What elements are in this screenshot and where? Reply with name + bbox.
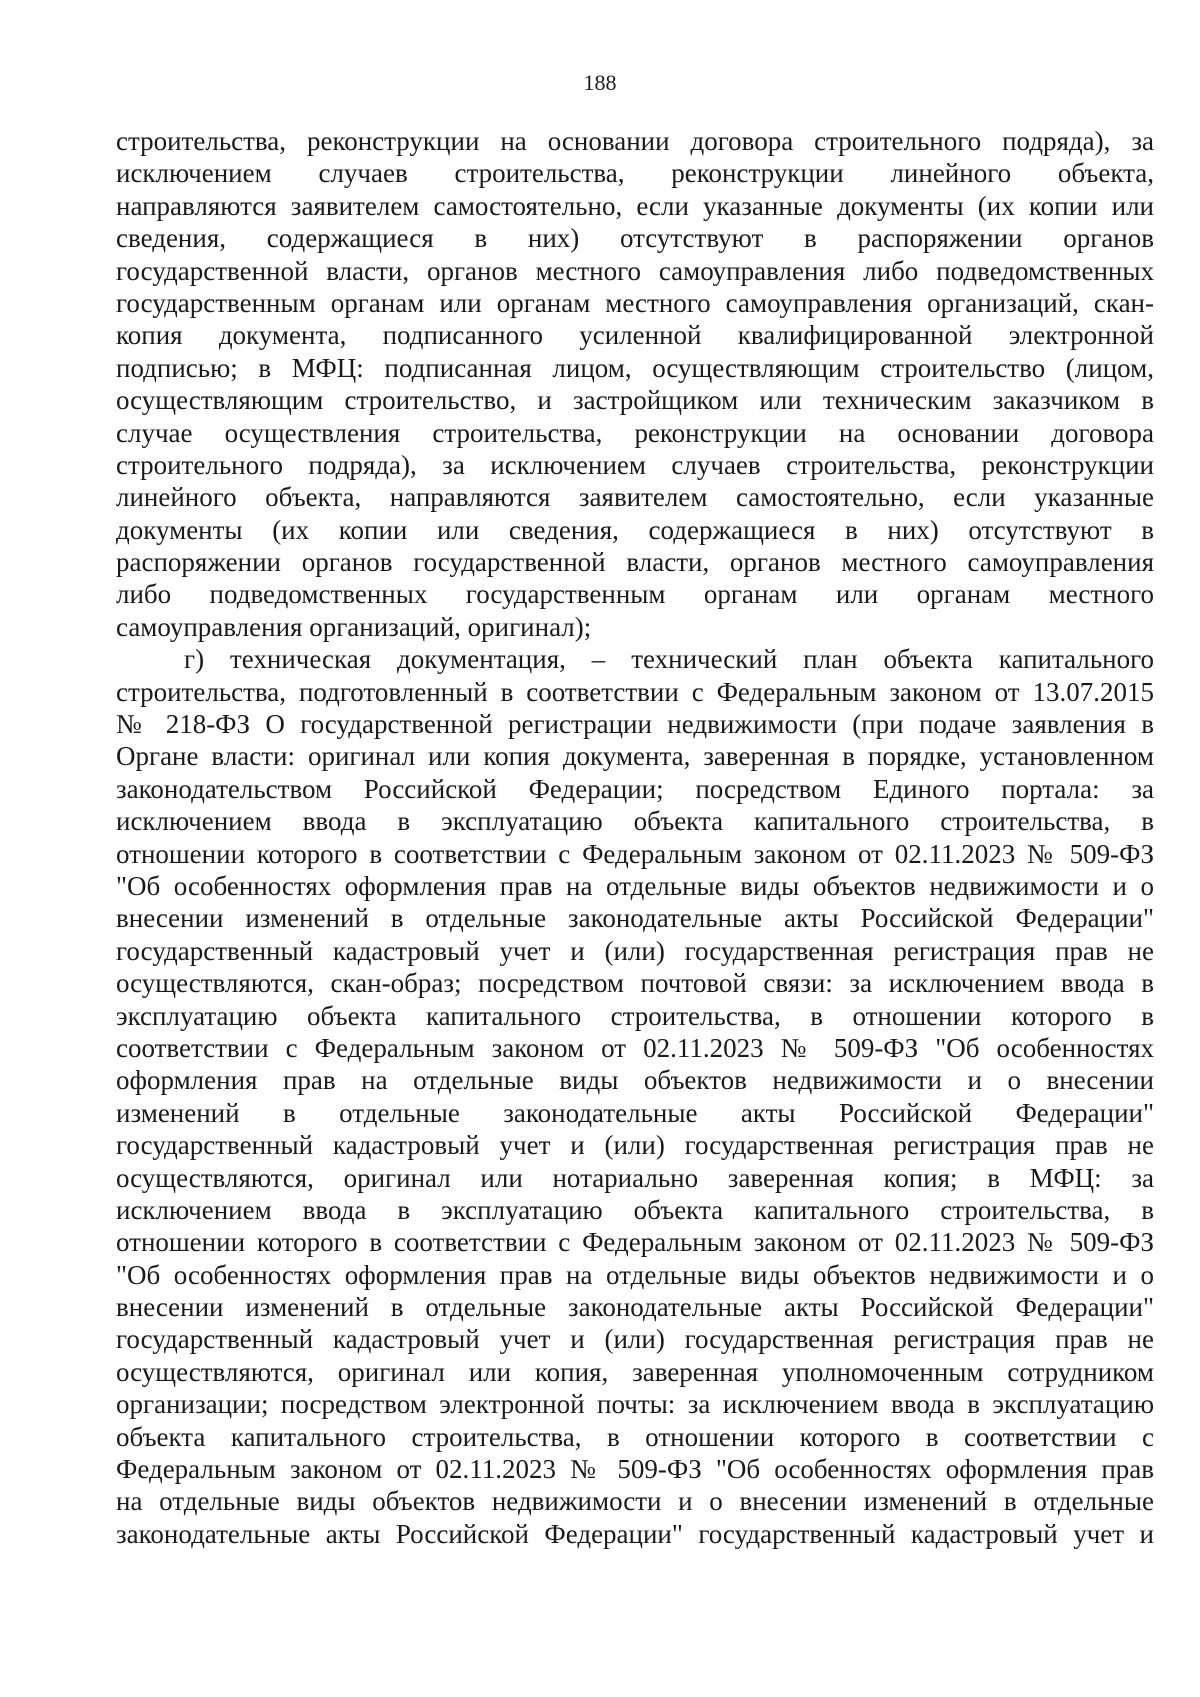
text-line: документы (их копии или сведения, содержащиеся в них) отсутствуют в	[116, 514, 1154, 545]
text-line: законодательные акты Российской Федерации" государственный кадастровый учет и	[116, 1518, 1154, 1549]
text-line: сведения, содержащиеся в них) отсутствуют в распоряжении органов	[116, 223, 1154, 254]
text-line: исключением ввода в эксплуатацию объекта капитального строительства, в	[116, 1194, 1154, 1225]
text-line: либо подведомственных государственным органам или органам местного	[116, 579, 1154, 610]
text-line: г) техническая документация, – технический план объекта капитального	[184, 644, 1154, 675]
text-line: законодательством Российской Федерации; посредством Единого портала: за	[116, 773, 1154, 804]
text-line: № 218-ФЗ О государственной регистрации недвижимости (при подаче заявления в	[116, 709, 1154, 740]
text-line: линейного объекта, направляются заявителем самостоятельно, если указанные	[116, 482, 1154, 513]
text-line: случае осуществления строительства, реконструкции на основании договора	[116, 417, 1154, 448]
page-number: 188	[583, 70, 617, 95]
text-line: государственным органам или органам местного самоуправления организаций, скан-	[116, 287, 1154, 318]
text-line: осуществляются, скан-образ; посредством почтовой связи: за исключением ввода в	[116, 968, 1154, 999]
text-line: направляются заявителем самостоятельно, если указанные документы (их копии или	[116, 190, 1154, 221]
text-line: объекта капитального строительства, в отношении которого в соответствии с	[116, 1421, 1154, 1452]
text-line: государственный кадастровый учет и (или) государственная регистрация прав не	[116, 935, 1154, 966]
text-line: государственный кадастровый учет и (или) государственная регистрация прав не	[116, 1130, 1154, 1161]
text-line: государственный кадастровый учет и (или) государственная регистрация прав не	[116, 1324, 1154, 1355]
text-line: эксплуатацию объекта капитального строительства, в отношении которого в	[116, 1000, 1154, 1031]
text-line: оформления прав на отдельные виды объектов недвижимости и о внесении	[116, 1065, 1154, 1096]
text-line: государственной власти, органов местного самоуправления либо подведомственных	[116, 255, 1154, 286]
text-line: на отдельные виды объектов недвижимости и о внесении изменений в отдельные	[116, 1486, 1154, 1517]
text-line: осуществляются, оригинал или копия, заверенная уполномоченным сотрудником	[116, 1356, 1154, 1387]
text-line: "Об особенностях оформления прав на отдельные виды объектов недвижимости и о	[116, 870, 1154, 901]
text-line: внесении изменений в отдельные законодательные акты Российской Федерации"	[116, 1292, 1154, 1323]
document-body	[116, 125, 1154, 1550]
text-line: исключением случаев строительства, реконструкции линейного объекта,	[116, 158, 1154, 189]
text-line: распоряжении органов государственной власти, органов местного самоуправления	[116, 547, 1154, 578]
text-line: изменений в отдельные законодательные акты Российской Федерации"	[116, 1097, 1154, 1128]
text-line: отношении которого в соответствии с Федеральным законом от 02.11.2023 № 509-ФЗ	[116, 1227, 1154, 1258]
text-line: самоуправления организаций, оригинал);	[116, 611, 592, 642]
text-line: Органе власти: оригинал или копия документа, заверенная в порядке, установленном	[116, 741, 1154, 772]
text-line: строительства, подготовленный в соответствии с Федеральным законом от 13.07.2015	[116, 676, 1154, 707]
text-line: подписью; в МФЦ: подписанная лицом, осуществляющим строительство (лицом,	[116, 352, 1154, 383]
text-line: копия документа, подписанного усиленной квалифицированной электронной	[116, 320, 1154, 351]
text-line: осуществляющим строительство, и застройщиком или техническим заказчиком в	[116, 385, 1154, 416]
text-line: исключением ввода в эксплуатацию объекта капитального строительства, в	[116, 806, 1154, 837]
text-line: осуществляются, оригинал или нотариально заверенная копия; в МФЦ: за	[116, 1162, 1154, 1193]
text-line: "Об особенностях оформления прав на отдельные виды объектов недвижимости и о	[116, 1259, 1154, 1290]
text-line: организации; посредством электронной почты: за исключением ввода в эксплуатацию	[116, 1389, 1154, 1420]
text-line: строительства, реконструкции на основании договора строительного подряда), за	[116, 126, 1154, 156]
text-line: строительного подряда), за исключением случаев строительства, реконструкции	[116, 449, 1154, 480]
text-line: соответствии с Федеральным законом от 02.11.2023 № 509-ФЗ "Об особенностях	[116, 1032, 1154, 1063]
text-line: Федеральным законом от 02.11.2023 № 509-ФЗ "Об особенностях оформления прав	[116, 1454, 1154, 1485]
text-line: внесении изменений в отдельные законодательные акты Российской Федерации"	[116, 903, 1154, 934]
text-line: отношении которого в соответствии с Федеральным законом от 02.11.2023 № 509-ФЗ	[116, 838, 1154, 869]
